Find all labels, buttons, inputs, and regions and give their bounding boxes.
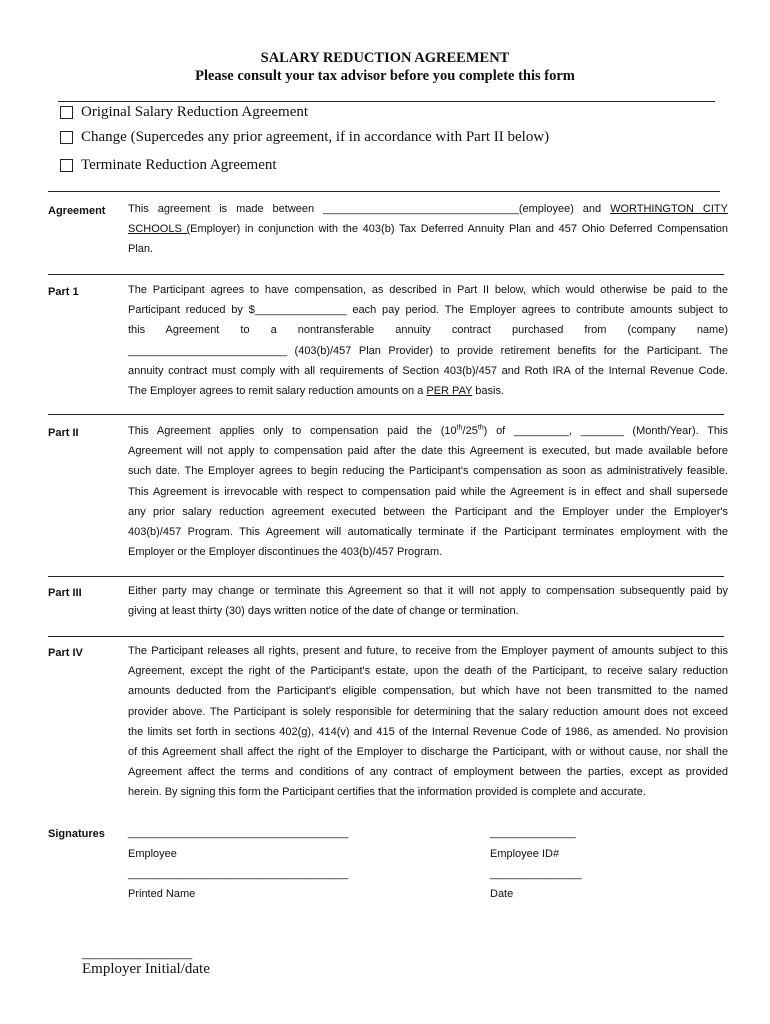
text-line: of this Agreement shall affect the right of the Employer to discharge the Participant, with or without cause, nor shall the <box>128 745 728 758</box>
option-change[interactable] <box>60 128 549 146</box>
divider <box>48 576 724 577</box>
text-line: Either party may change or terminate this Agreement so that it will not apply to compensation subsequently paid by <box>128 585 728 597</box>
divider <box>48 636 724 637</box>
section-label-part3: Part III <box>48 587 82 599</box>
employer-initial-line[interactable]: __________________ <box>82 948 193 960</box>
section-label-part4: Part IV <box>48 647 83 659</box>
text-line: such date. The Employer agrees to begin reducing the Participant's compensation as soon as administratively feasible. <box>128 465 728 478</box>
text-line: this Agreement to a nontransferable annuity contract purchased from (company name) <box>128 324 728 337</box>
part1-text <box>128 280 728 401</box>
text-line: annuity contract must comply with all requirements of Section 403(b)/457 and Roth IRA of the Internal Revenue Code. <box>128 364 728 377</box>
section-label-part2: Part II <box>48 427 79 439</box>
text-line: This agreement is made between ________________________________(employee) and WORTHINGTON CITY <box>128 203 728 215</box>
text-line: giving at least thirty (30) days written notice of the date of change or termination. <box>128 605 519 618</box>
section-label-agreement: Agreement <box>48 205 106 217</box>
text-line: SCHOOLS (Employer) in conjunction with the 403(b) Tax Deferred Annuity Plan and 457 Ohio Deferred Compensation <box>128 223 728 236</box>
part3-text <box>128 581 728 621</box>
employer-initial-label: Employer Initial/date <box>82 961 210 977</box>
date-label: Date <box>490 888 514 900</box>
page-title: SALARY REDUCTION AGREEMENT <box>260 50 510 66</box>
text-line: __________________________ (403(b)/457 Plan Provider) to provide retirement benefits for the Participant. The <box>128 344 728 357</box>
text-line: Plan. <box>128 243 154 256</box>
text-line: any prior salary reduction agreement executed between the Participant and the Employer under the Employer's <box>128 505 728 518</box>
text-line: Agreement affect the terms and conditions of any contract of employment between the parties, except as provided <box>128 766 728 779</box>
checkbox[interactable] <box>60 106 73 119</box>
divider <box>48 414 724 415</box>
option-original[interactable] <box>60 103 308 121</box>
divider <box>48 191 720 192</box>
printed-name-line[interactable]: ____________________________________ <box>128 868 349 880</box>
divider <box>48 274 724 275</box>
text-line: herein. By signing this form the Participant certifies that the information provided is complete and accurate. <box>128 786 646 799</box>
option-label: Original Salary Reduction Agreement <box>81 104 309 120</box>
checkbox[interactable] <box>60 131 73 144</box>
checkbox[interactable] <box>60 159 73 172</box>
text-line: amounts deducted from the Participant's eligible compensation, but which have not been transmitted to the named <box>128 685 728 698</box>
text-line: Agreement, except the right of the Participant's estate, upon the death of the Participant, to receive salary reduction <box>128 665 728 678</box>
part4-text <box>128 641 728 803</box>
text-line: This Agreement applies only to compensation paid the (10th/25th) of _________, _______ (Month/Year). This <box>128 424 728 437</box>
text-line: Participant reduced by $_______________ each pay period. The Employer agrees to contribute amounts subject to <box>128 304 728 317</box>
text-line: the limits set forth in sections 402(g), 414(v) and 415 of the Internal Revenue Code of 1986, as amended. No provision <box>128 725 728 738</box>
employee-id-line[interactable]: ______________ <box>490 827 576 839</box>
text-line: This Agreement is irrevocable with respect to compensation paid while the Agreement is in effect and shall supersede <box>128 485 728 498</box>
employee-label: Employee <box>128 848 177 860</box>
section-label-part1: Part 1 <box>48 286 79 298</box>
printed-name-label: Printed Name <box>128 888 196 900</box>
text-line: The Participant releases all rights, present and future, to receive from the Employer payment of amounts subject to this <box>128 645 728 657</box>
section-label-signatures: Signatures <box>48 828 105 840</box>
page-subtitle: Please consult your tax advisor before you complete this form <box>195 68 575 84</box>
date-line[interactable]: _______________ <box>490 868 582 880</box>
text-line: provider above. The Participant is solely responsible for determining that the salary reduction amount does not exceed <box>128 705 728 718</box>
part2-text <box>128 421 728 562</box>
option-label: Change (Supercedes any prior agreement, if in accordance with Part II below) <box>81 129 550 145</box>
agreement-text <box>128 199 728 260</box>
text-line: 403(b)/457 Program. This Agreement will automatically terminate if the Participant terminates employment with the <box>128 525 728 538</box>
option-terminate[interactable] <box>60 156 277 174</box>
text-line: Agreement will not apply to compensation paid after the date this Agreement is executed, but made available before <box>128 445 728 458</box>
employee-id-label: Employee ID# <box>490 848 560 860</box>
text-line: The Participant agrees to have compensation, as described in Part II below, which would otherwise be paid to the <box>128 284 728 296</box>
text-line: Employer or the Employer discontinues the 403(b)/457 Program. <box>128 546 443 559</box>
employee-signature-line[interactable]: ____________________________________ <box>128 827 349 839</box>
text-line: The Employer agrees to remit salary reduction amounts on a PER PAY basis. <box>128 384 505 397</box>
option-label: Terminate Reduction Agreement <box>81 157 277 173</box>
divider <box>58 101 715 102</box>
